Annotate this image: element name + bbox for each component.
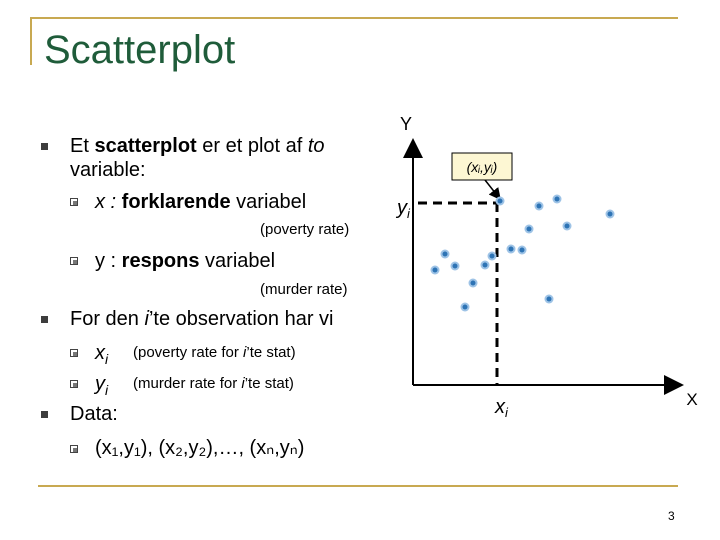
- data-point: [565, 224, 570, 229]
- data-point: [555, 197, 560, 202]
- bullet-1-line-1: Et scatterplot er et plot af to: [70, 135, 325, 157]
- page-number: 3: [668, 509, 675, 523]
- slide-title: Scatterplot: [44, 28, 236, 72]
- yi-item: $y_i$: [95, 373, 109, 398]
- y-axis-label: Y: [399, 114, 413, 134]
- x-axis-label: X: [686, 390, 698, 409]
- data-point: [433, 268, 438, 273]
- xi-note: (poverty rate for i’te stat): [133, 344, 296, 361]
- data-point: [608, 212, 613, 217]
- yi-note: (murder rate for i’te stat): [133, 375, 294, 392]
- data-points: [431, 195, 615, 312]
- data-point: [509, 247, 514, 252]
- y-variable-item: y : respons variabel: [95, 250, 276, 272]
- x-variable-note: (poverty rate): [260, 221, 350, 238]
- xi-axis-label: $x_i$: [495, 396, 508, 420]
- y-variable-note: (murder rate): [260, 281, 348, 298]
- bullet-3-text: Data:: [70, 403, 118, 425]
- bullet-2-text: For den i’te observation har vi: [70, 308, 334, 330]
- point-label-arrow: [485, 180, 500, 199]
- x-variable-item: x : forklarende variabel: [95, 191, 307, 213]
- data-point: [443, 252, 448, 257]
- bullet-1-line-2: variable:: [70, 159, 146, 181]
- data-point: [498, 199, 503, 204]
- data-point: [490, 254, 495, 259]
- point-label: (xᵢ,yᵢ): [466, 159, 498, 175]
- data-list: (x₁,y₁), (x₂,y₂),…, (xₙ,yₙ): [95, 437, 305, 459]
- data-point: [453, 264, 458, 269]
- data-point: [537, 204, 542, 209]
- data-point: [463, 305, 468, 310]
- yi-axis-label: $y_i$: [397, 197, 410, 221]
- xi-item: $x_i$: [95, 342, 109, 367]
- data-point: [471, 281, 476, 286]
- data-point: [527, 227, 532, 232]
- data-point: [547, 297, 552, 302]
- data-point: [520, 248, 525, 253]
- data-point: [483, 263, 488, 268]
